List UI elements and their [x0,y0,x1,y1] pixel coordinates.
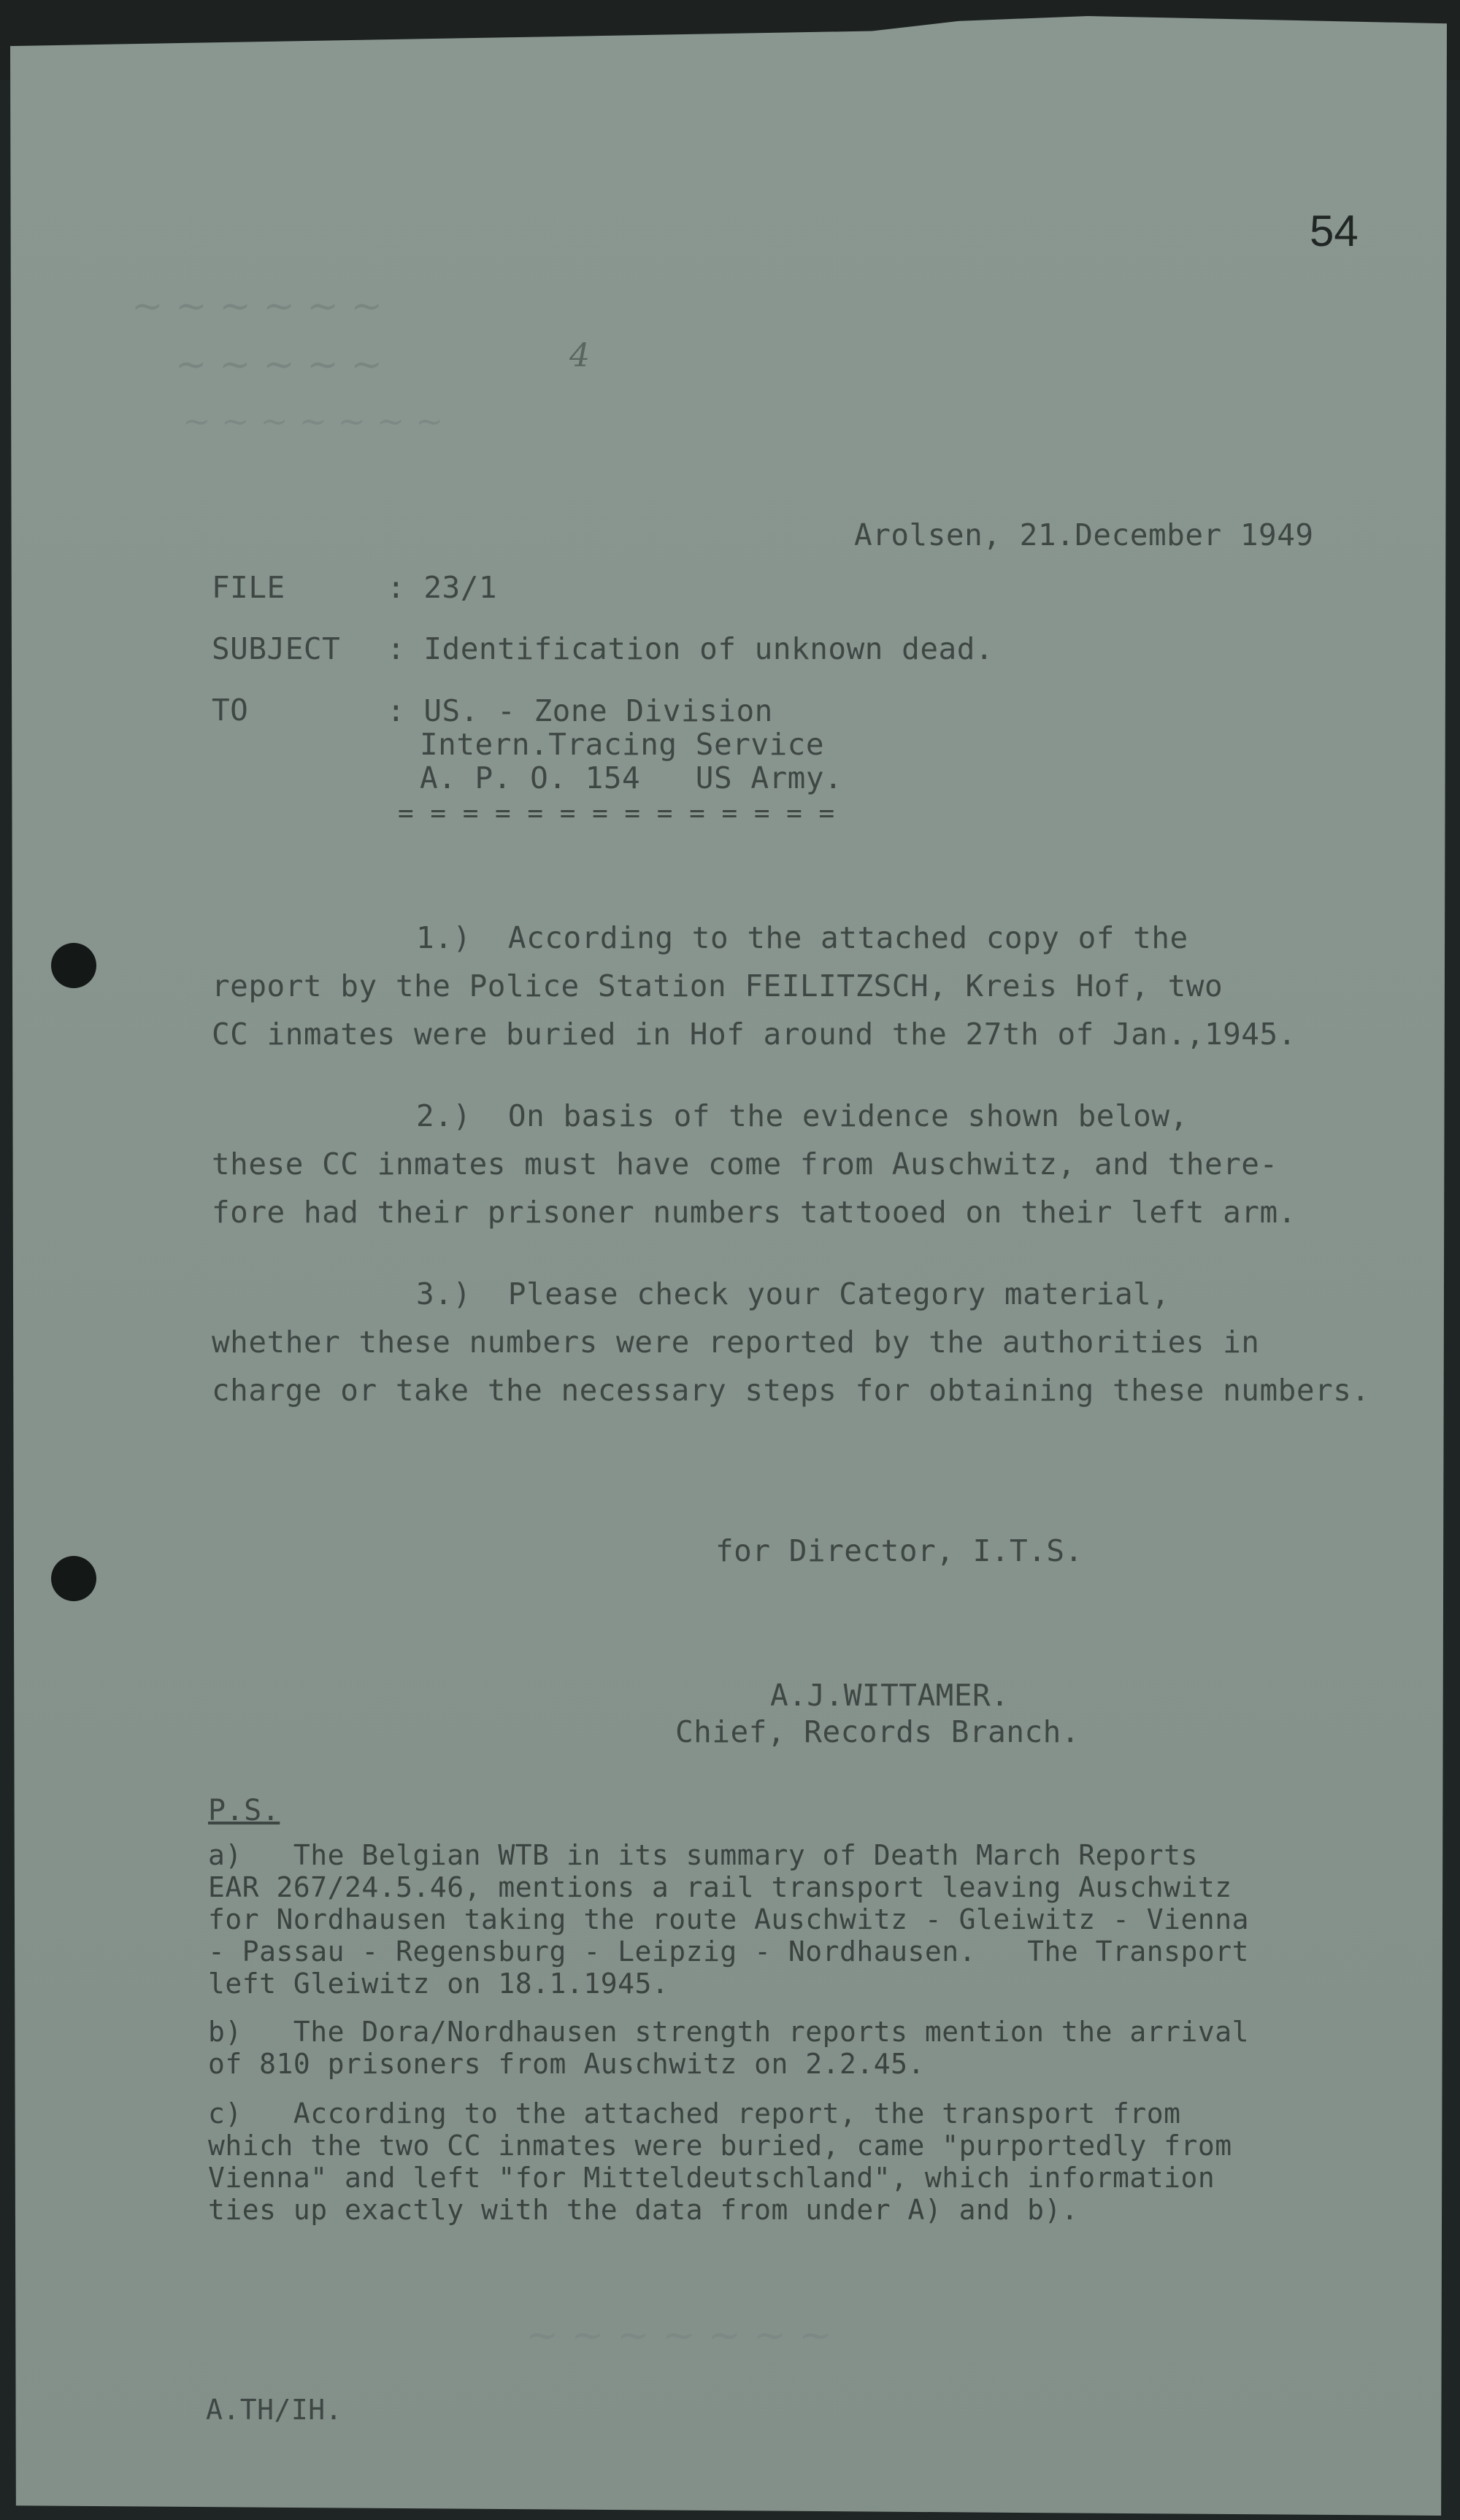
ps-item-c-line: Vienna" and left "for Mitteldeutschland", which information [208,2162,1215,2194]
paragraph-3-line: 3.) Please check your Category material, [416,1276,1170,1311]
ps-label: P.S. [208,1794,280,1827]
paragraph-2-line: 2.) On basis of the evidence shown below, [416,1098,1188,1133]
ps-item-a-line: for Nordhausen taking the route Auschwitz - Gleiwitz - Vienna [208,1903,1250,1935]
paragraph-2-line: fore had their prisoner numbers tattooed on their left arm. [212,1195,1296,1230]
address-rule: = = = = = = = = = = = = = = [398,798,835,828]
ps-item-c-line: ties up exactly with the data from under A) and b). [208,2194,1079,2226]
to-address-line: A. P. O. 154 US Army. [420,760,843,795]
date-line: Arolsen, 21.December 1949 [854,517,1314,552]
paragraph-3-line: whether these numbers were reported by the authorities in [212,1325,1260,1360]
handwritten-note-scribble: ~ ~ ~ ~ ~ ~ ~ [182,401,444,441]
file-value: : 23/1 [387,570,498,605]
ps-item-a-line: left Gleiwitz on 18.1.1945. [208,1968,669,2000]
file-label: FILE [212,570,285,605]
subject-value: : Identification of unknown dead. [387,631,994,666]
ps-item-a-line: - Passau - Regensburg - Leipzig - Nordhausen. The Transport [208,1935,1250,1968]
handwritten-note-scribble: ~ ~ ~ ~ ~ ~ [131,285,383,328]
punch-hole-bottom [51,1556,96,1601]
paragraph-1-line: report by the Police Station FEILITZSCH, Kreis Hof, two [212,968,1223,1003]
ps-item-b-line: of 810 prisoners from Auschwitz on 2.2.45. [208,2048,925,2080]
ps-item-c-line: which the two CC inmates were buried, came "purportedly from [208,2130,1232,2162]
paragraph-1-line: CC inmates were buried in Hof around the 27th of Jan.,1945. [212,1017,1296,1052]
subject-label: SUBJECT [212,631,341,666]
to-address-line: : US. - Zone Division [387,693,773,728]
ps-item-a-line: EAR 267/24.5.46, mentions a rail transport leaving Auschwitz [208,1871,1232,1903]
handwritten-note-number: 4 [569,337,590,374]
reference-initials: A.TH/IH. [206,2394,343,2426]
handwritten-bottom-note: ~ ~ ~ ~ ~ ~ ~ [526,2312,832,2358]
punch-hole-top [51,943,96,988]
paragraph-3-line: charge or take the necessary steps for obtaining these numbers. [212,1373,1370,1408]
ps-item-a-line: a) The Belgian WTB in its summary of Death March Reports [208,1839,1198,1871]
handwritten-note-scribble: ~ ~ ~ ~ ~ [175,343,383,387]
ps-item-b-line: b) The Dora/Nordhausen strength reports mention the arrival [208,2016,1250,2048]
ps-item-c-line: c) According to the attached report, the transport from [208,2097,1181,2130]
signature-name: A.J.WITTAMER. [770,1678,1010,1713]
closing-line: for Director, I.T.S. [715,1533,1083,1568]
paragraph-2-line: these CC inmates must have come from Auschwitz, and there- [212,1147,1278,1182]
to-label: TO [212,693,249,728]
page-number: 54 [1310,207,1359,255]
signature-title: Chief, Records Branch. [675,1714,1080,1749]
to-address-line: Intern.Tracing Service [420,727,825,762]
paragraph-1-line: 1.) According to the attached copy of the [416,920,1188,955]
